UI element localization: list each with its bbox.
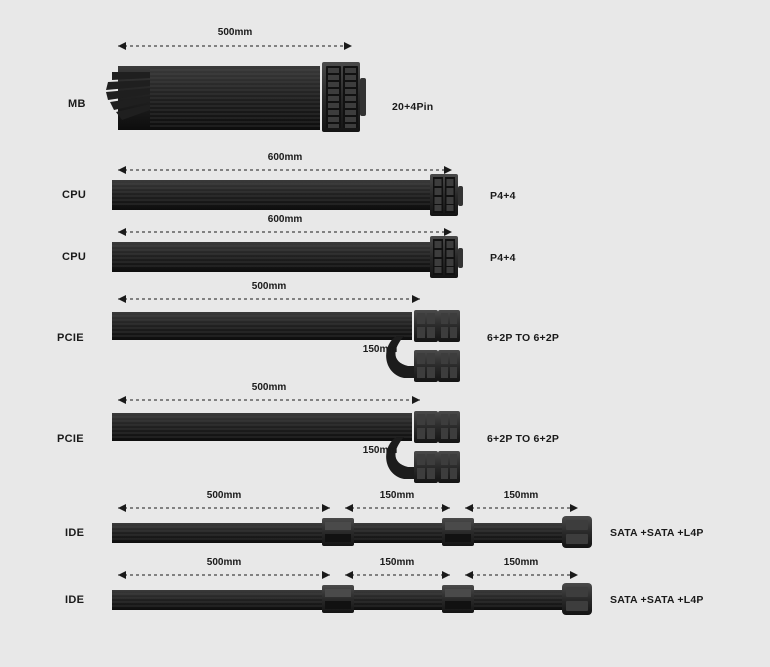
connector-label-pcie2: 6+2P TO 6+2P xyxy=(487,433,560,445)
cable-ide1 xyxy=(112,516,592,548)
connector-label-pcie1: 6+2P TO 6+2P xyxy=(487,332,560,344)
row-label-ide1: IDE xyxy=(65,527,85,539)
connector-label-cpu2: P4+4 xyxy=(490,252,516,264)
row-label-pcie2: PCIE xyxy=(57,433,84,445)
dimension-cpu1-600: 600mm xyxy=(267,152,303,163)
row-label-pcie1: PCIE xyxy=(57,332,84,344)
cable-ide2 xyxy=(112,583,592,615)
connector-label-cpu1: P4+4 xyxy=(490,190,516,202)
dimension-ide2-150a: 150mm xyxy=(379,557,415,568)
dimension-cpu2-600: 600mm xyxy=(267,214,303,225)
dimension-ide1-500: 500mm xyxy=(206,490,242,501)
dimension-pcie1-500: 500mm xyxy=(251,281,287,292)
cable-cpu2 xyxy=(112,236,463,278)
dimension-ide1-150b: 150mm xyxy=(503,490,539,501)
dimension-pcie1-150: 150mm xyxy=(362,344,398,355)
connector-label-ide1: SATA +SATA +L4P xyxy=(610,527,704,539)
row-label-ide2: IDE xyxy=(65,594,85,606)
dimension-pcie2-500: 500mm xyxy=(251,382,287,393)
row-label-cpu2: CPU xyxy=(62,251,87,263)
dimension-pcie2-150: 150mm xyxy=(362,445,398,456)
cable-cpu1 xyxy=(112,174,463,216)
dimension-ide2-500: 500mm xyxy=(206,557,242,568)
row-label-mb: MB xyxy=(68,98,86,110)
dimension-ide2-150b: 150mm xyxy=(503,557,539,568)
row-label-cpu1: CPU xyxy=(62,189,87,201)
connector-label-mb: 20+4Pin xyxy=(392,101,434,113)
dimension-ide1-150a: 150mm xyxy=(379,490,415,501)
dimension-mb-500: 500mm xyxy=(217,27,253,38)
cable-mb xyxy=(106,62,366,132)
connector-label-ide2: SATA +SATA +L4P xyxy=(610,594,704,606)
